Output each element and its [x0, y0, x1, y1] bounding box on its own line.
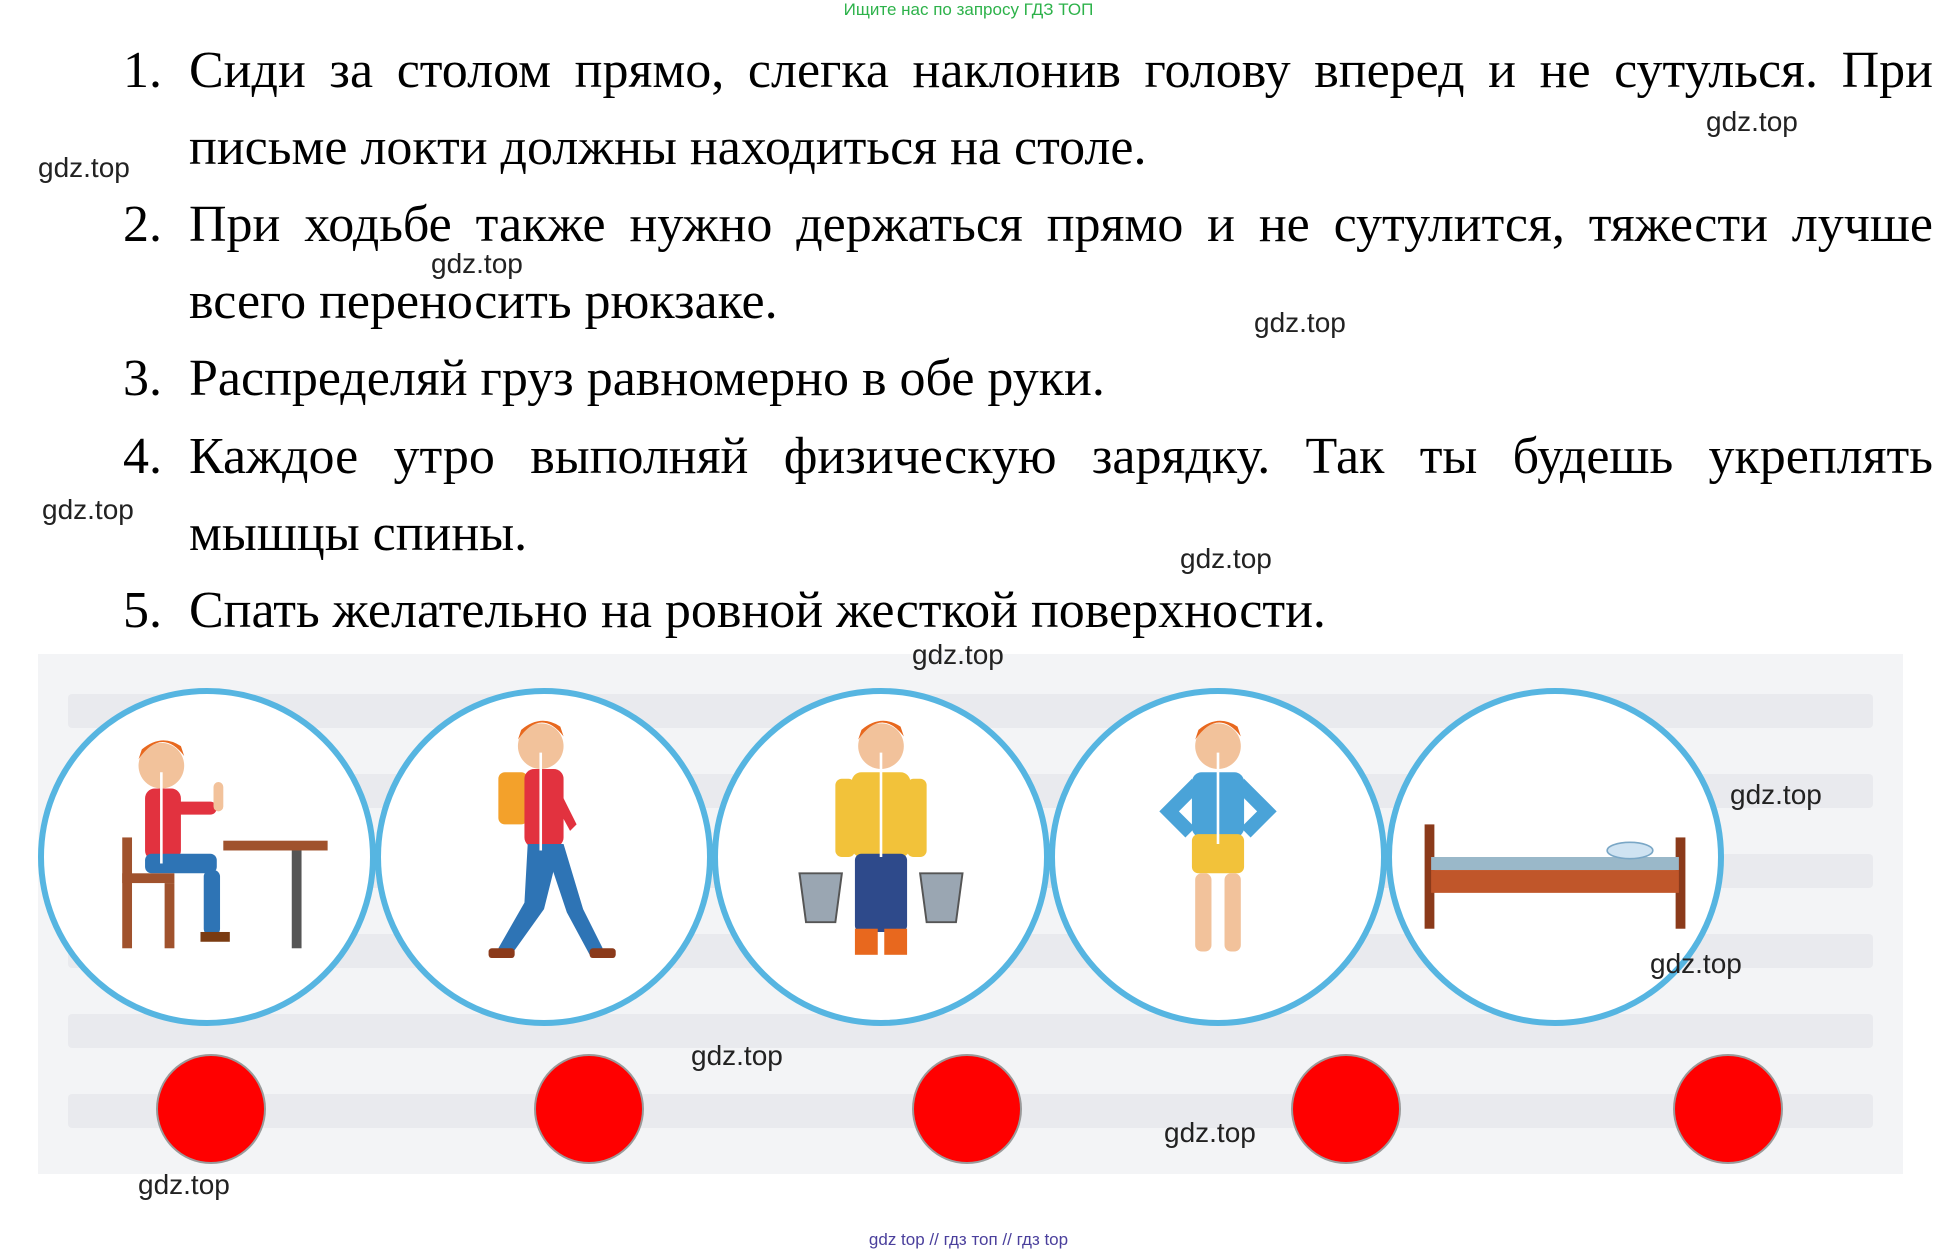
rule-2-text: При ходьбе также нужно держаться прямо и не сутулится, тяжести лучше всего переносить рюкзаке. — [189, 196, 1933, 330]
rule-4-number: 4. — [123, 428, 162, 485]
watermark: gdz.top — [1254, 307, 1346, 338]
boy-walking-with-backpack-icon — [375, 688, 713, 1026]
rule-5-number: 5. — [123, 582, 162, 639]
watermark: gdz.top — [1164, 1117, 1256, 1148]
top-banner[interactable]: Ищите нас по запросу ГДЗ ТОП — [843, 0, 1094, 19]
watermark: gdz.top — [912, 639, 1004, 670]
red-dot-3 — [914, 1056, 1020, 1162]
watermark: gdz.top — [38, 152, 130, 183]
rule-5-text: Спать желательно на ровной жесткой поверхности. — [189, 582, 1326, 639]
illustration-strip — [38, 654, 1903, 1174]
boy-sitting-at-desk-icon — [38, 688, 376, 1026]
rule-1-number: 1. — [123, 42, 162, 99]
rule-3-text: Распределяй груз равномерно в обе руки. — [189, 350, 1105, 407]
watermark: gdz.top — [1180, 543, 1272, 574]
red-dot-5 — [1675, 1056, 1781, 1162]
rule-3-number: 3. — [123, 350, 162, 407]
rule-4-text: Каждое утро выполняй физическую зарядку. Так ты будешь укреплять мышцы спины. — [189, 428, 1933, 562]
boy-doing-exercise-icon — [1049, 688, 1387, 1026]
footer-links[interactable]: gdz top // гдз топ // гдз top — [868, 1230, 1069, 1249]
boy-carrying-buckets-icon — [712, 688, 1050, 1026]
watermark: gdz.top — [1650, 948, 1742, 979]
red-dot-1 — [158, 1056, 264, 1162]
watermark: gdz.top — [138, 1169, 230, 1200]
rule-2-number: 2. — [123, 196, 162, 253]
watermark: gdz.top — [1730, 779, 1822, 810]
rule-1-text: Сиди за столом прямо, слегка наклонив голову вперед и не сутулься. При письме локти должны находиться на столе. — [189, 42, 1933, 176]
red-dot-2 — [536, 1056, 642, 1162]
watermark: gdz.top — [691, 1040, 783, 1071]
watermark: gdz.top — [1706, 106, 1798, 137]
watermark: gdz.top — [431, 248, 523, 279]
red-dot-4 — [1293, 1056, 1399, 1162]
watermark: gdz.top — [42, 494, 134, 525]
